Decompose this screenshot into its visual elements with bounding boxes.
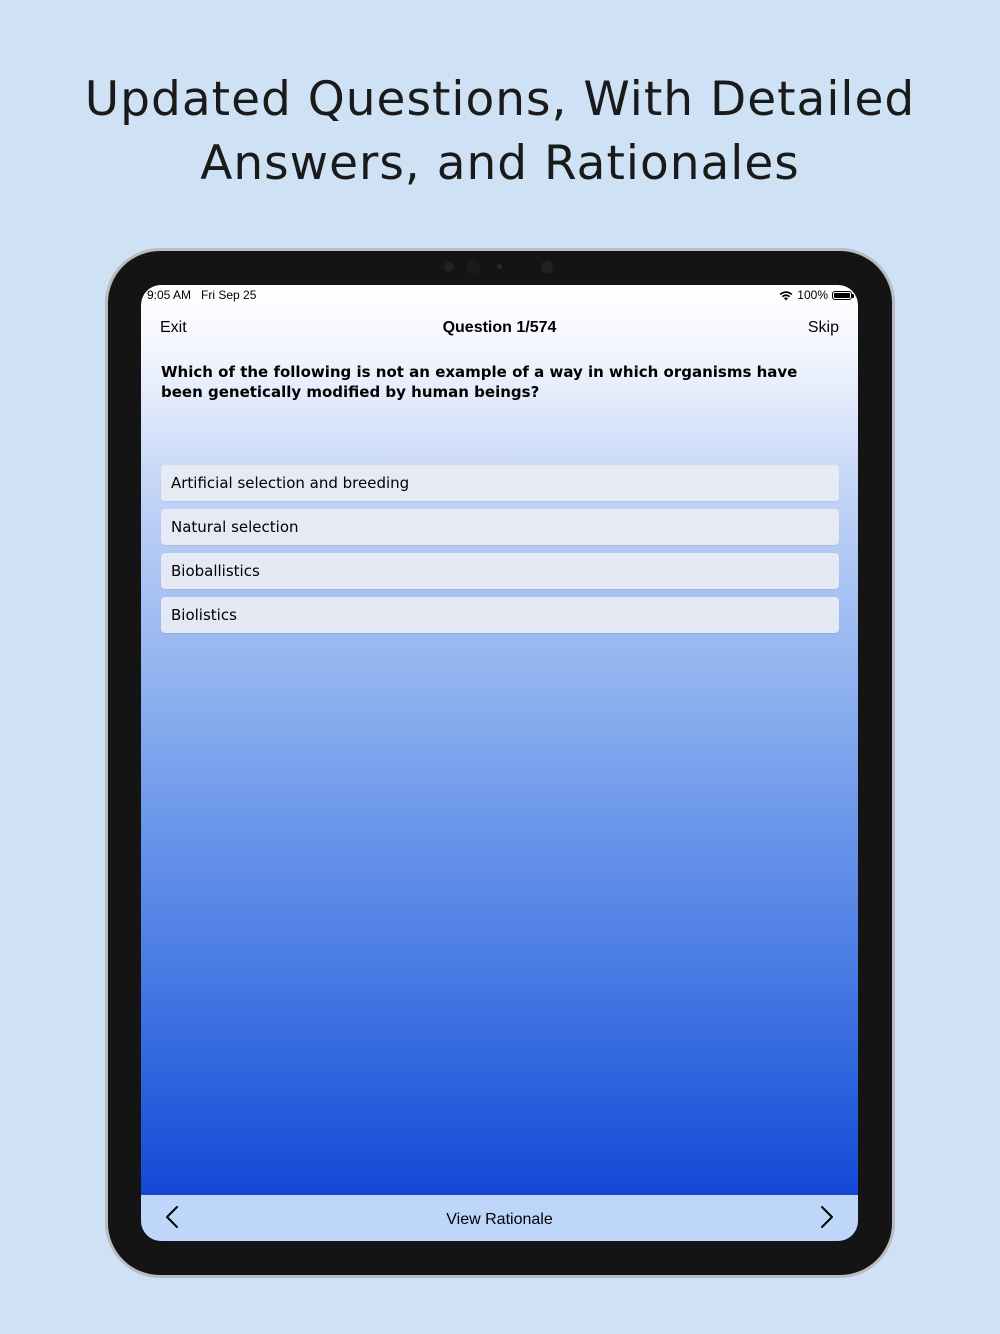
headline-line-2: Answers, and Rationales xyxy=(200,136,800,191)
chevron-right-icon[interactable] xyxy=(814,1205,838,1229)
bottom-toolbar xyxy=(141,1195,858,1241)
question-text: Which of the following is not an example of a way in which organisms have been genetically modified by human beings? xyxy=(161,363,798,401)
view-rationale-wrapper xyxy=(141,1211,858,1229)
answer-option-label: Natural selection xyxy=(171,518,299,536)
answer-option-1[interactable] xyxy=(161,465,839,501)
answer-option-2[interactable] xyxy=(161,509,839,545)
skip-button[interactable]: Skip xyxy=(807,319,839,336)
app-screen xyxy=(141,285,858,1241)
battery-icon xyxy=(832,291,852,300)
camera-dot-icon xyxy=(497,264,502,269)
status-time-date xyxy=(147,288,256,302)
status-time: 9:05 AM xyxy=(147,288,192,302)
wifi-icon xyxy=(779,290,793,301)
navigation-bar xyxy=(141,313,858,343)
answer-option-3[interactable] xyxy=(161,553,839,589)
answer-option-label: Biolistics xyxy=(171,606,237,624)
camera-lens-icon xyxy=(466,260,480,274)
exit-button[interactable]: Exit xyxy=(160,319,187,336)
battery-percent: 100% xyxy=(797,288,828,302)
answer-option-label: Bioballistics xyxy=(171,562,260,580)
answer-list xyxy=(161,465,839,641)
view-rationale-button[interactable]: View Rationale xyxy=(446,1211,553,1228)
status-right-group xyxy=(779,288,852,302)
headline-line-1: Updated Questions, With Detailed xyxy=(84,72,916,127)
camera-flash-icon xyxy=(541,261,553,273)
marketing-headline xyxy=(0,68,1000,196)
answer-option-4[interactable] xyxy=(161,597,839,633)
status-date: Fri Sep 25 xyxy=(201,288,257,302)
question-counter-title: Question 1/574 xyxy=(442,319,557,336)
battery-fill xyxy=(834,293,850,298)
camera-sensor-icon xyxy=(444,262,454,272)
answer-option-label: Artificial selection and breeding xyxy=(171,474,410,492)
status-bar xyxy=(141,285,858,305)
